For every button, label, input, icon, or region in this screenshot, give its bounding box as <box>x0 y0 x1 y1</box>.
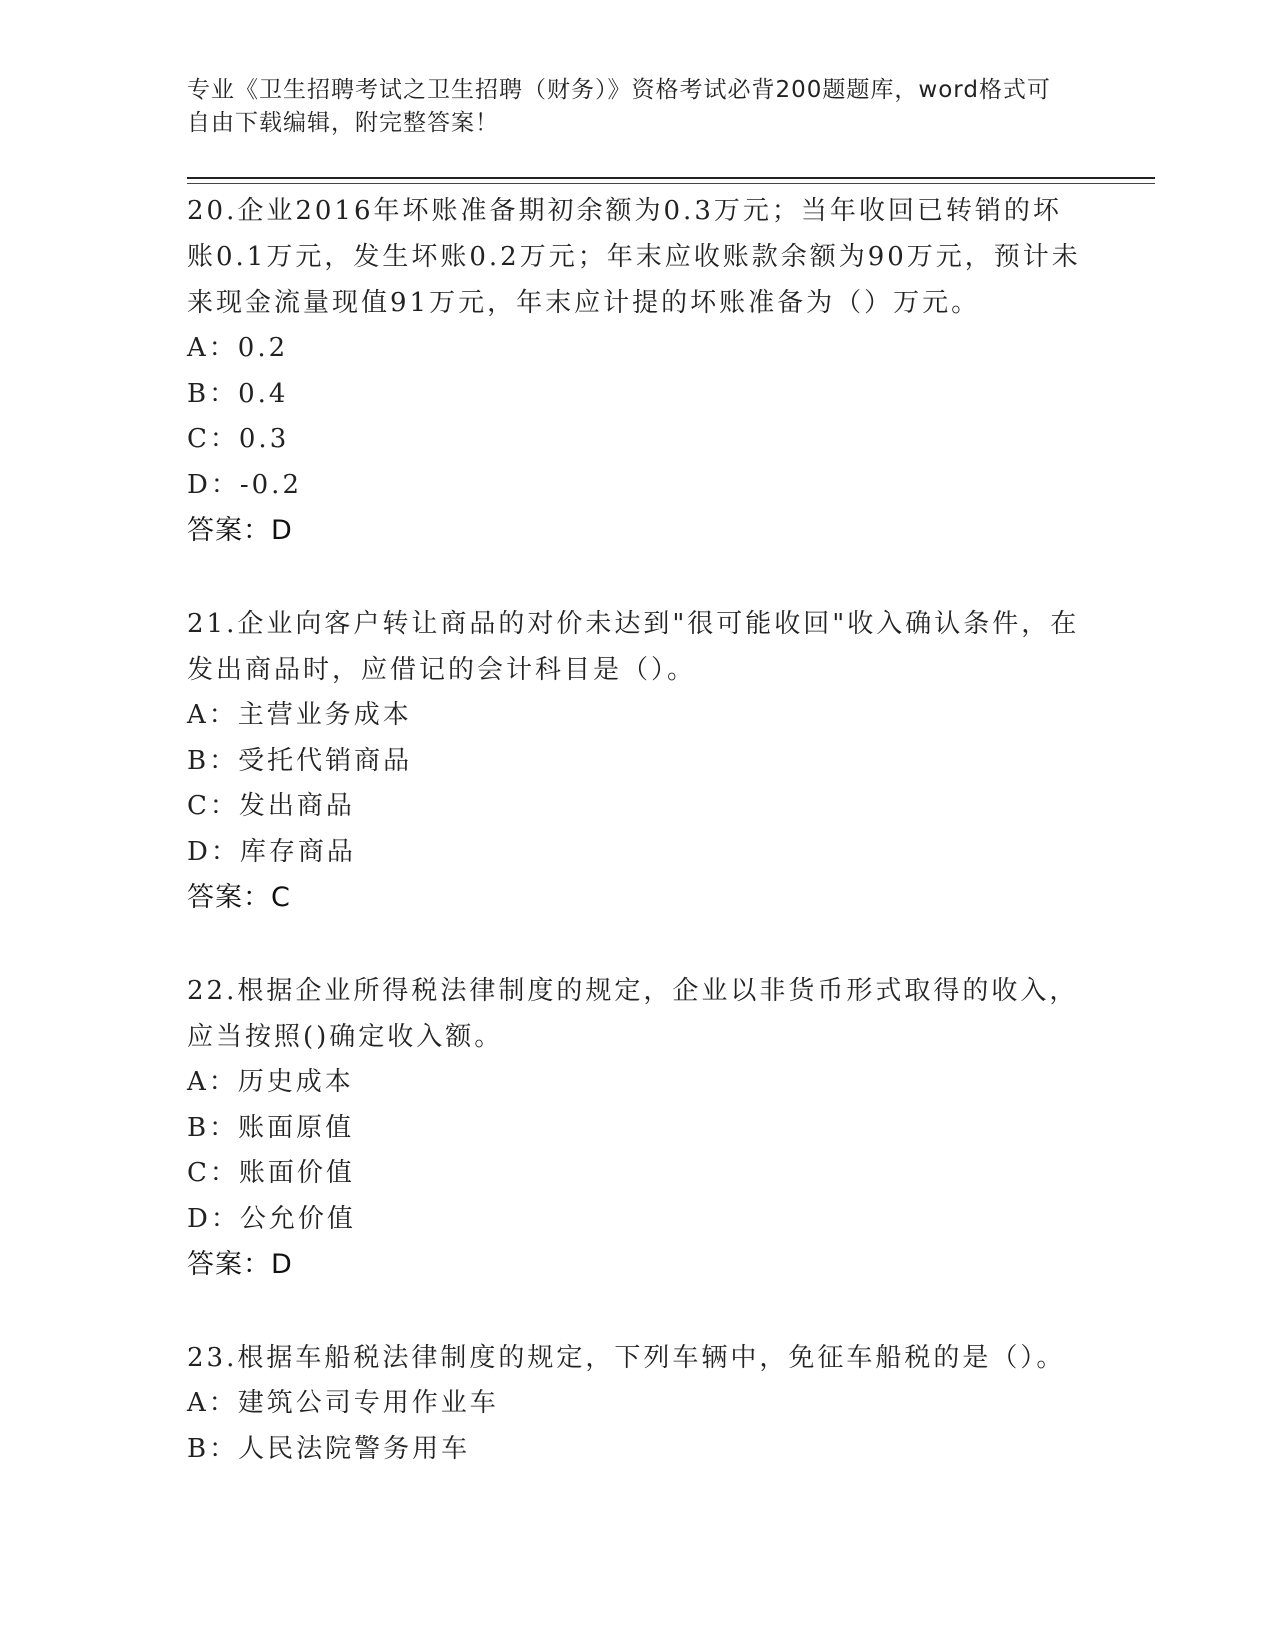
option-b: B：人民法院警务用车 <box>187 1433 471 1464</box>
option-d: D：库存商品 <box>187 836 356 867</box>
question-22 <box>187 968 1087 1288</box>
answer-label: 答案：C <box>187 882 291 913</box>
option-b: B：受托代销商品 <box>187 745 413 776</box>
question-list <box>187 188 1087 1472</box>
question-stem: 23.根据车船税法律制度的规定，下列车辆中，免征车船税的是（）。 <box>187 1343 1066 1373</box>
header-divider-thick <box>187 177 1155 179</box>
answer-label: 答案：D <box>187 1249 293 1280</box>
option-c: C：发出商品 <box>187 791 355 821</box>
option-a: A：主营业务成本 <box>187 700 412 730</box>
header-divider-thin <box>187 183 1155 184</box>
option-b: B：账面原值 <box>187 1112 355 1143</box>
answer-label: 答案：D <box>187 515 293 546</box>
option-b: B：0.4 <box>187 378 289 409</box>
question-stem: 21.企业向客户转让商品的对价未达到"很可能收回"收入确认条件，在发出商品时，应借记的会计科目是（）。 <box>187 609 1080 685</box>
option-d: D：-0.2 <box>187 469 302 500</box>
question-stem: 20.企业2016年坏账准备期初余额为0.3万元；当年收回已转销的坏账0.1万元，发生坏账0.2万元；年末应收账款余额为90万元，预计未来现金流量现值91万元，年末应计提的坏账准备为（）万元。 <box>187 196 1081 318</box>
question-21 <box>187 601 1087 921</box>
option-c: C：账面价值 <box>187 1158 355 1188</box>
option-a: A：历史成本 <box>187 1067 354 1097</box>
option-a: A：0.2 <box>187 333 289 363</box>
option-c: C：0.3 <box>187 424 290 454</box>
option-d: D：公允价值 <box>187 1203 356 1234</box>
question-stem: 22.根据企业所得税法律制度的规定，企业以非货币形式取得的收入，应当按照()确定收入额。 <box>187 976 1079 1052</box>
option-a: A：建筑公司专用作业车 <box>187 1388 499 1418</box>
document-header: 专业《卫生招聘考试之卫生招聘（财务）》资格考试必背200题题库，word格式可自由下载编辑，附完整答案！ <box>187 77 1051 136</box>
question-23 <box>187 1335 1087 1472</box>
question-20 <box>187 188 1087 554</box>
